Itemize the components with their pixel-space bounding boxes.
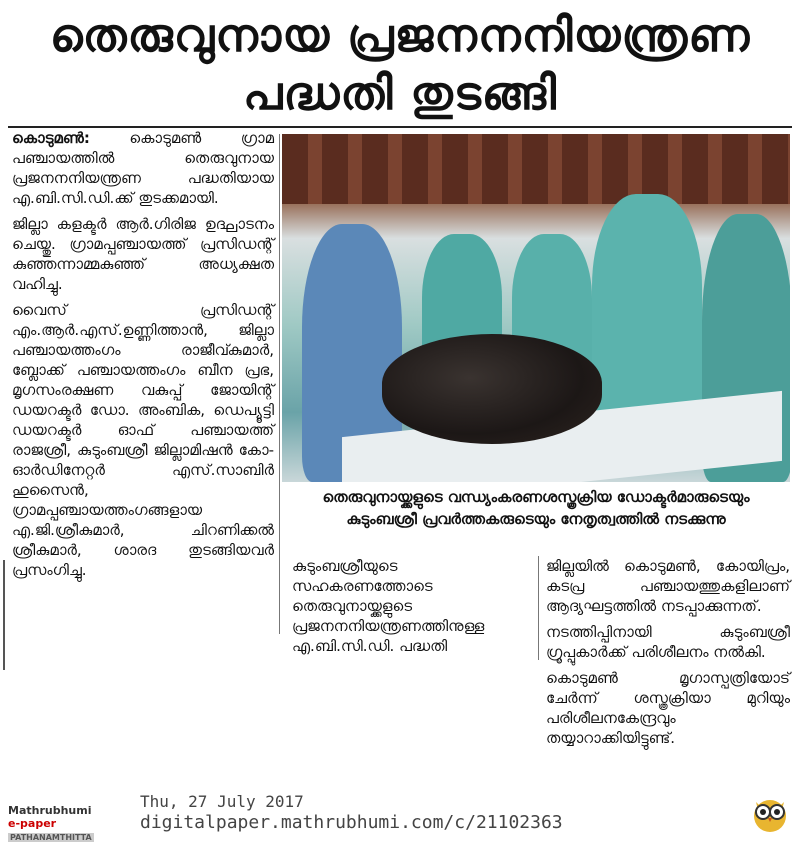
headline-line-1: തെരുവുനായ പ്രജനനനിയന്ത്രണ [49,8,751,62]
headline [0,6,800,122]
source-url[interactable]: digitalpaper.mathrubhumi.com/c/21102363 [140,812,563,833]
article-column-4 [546,556,790,754]
owl-icon [748,790,792,834]
article-paragraph-1 [12,128,274,208]
footer [0,786,800,840]
margin-mark [3,560,5,670]
article-paragraph-2: ജില്ലാ കളക്ടർ ആർ.ഗിരിജ ഉദ്ഘാടനം ചെയ്തു. ഗ്രാമപ്പഞ്ചായത്ത് പ്രസിഡന്റ് കുഞ്ഞന്നാമ്മകുഞ്ഞ് അധ്യക്ഷത വഹിച്ചു. [12,215,274,293]
brand-epaper: e-paper [8,817,57,830]
epaper-logo[interactable] [8,804,128,844]
news-photo [282,134,790,482]
photo-caption [282,484,790,538]
dog [382,334,602,444]
headline-line-2: പദ്ധതി തുടങ്ങി [243,66,557,120]
dateline: കൊടുമൺ: [12,129,90,147]
photo-roof [282,134,790,204]
paragraph-text: കൊടുമൺ ഗ്രാമ പഞ്ചായത്തിൽ തെരുവുനായ പ്രജനനനിയന്ത്രണ പദ്ധതിയായ എ.ബി.സി.ഡി.ക്ക് തുടക്കമായി. [12,129,274,207]
column-divider [538,556,539,660]
brand-edition: PATHANAMTHITTA [10,833,92,842]
article-paragraph: നടത്തിപ്പിനായി കുടുംബശ്രീ ഗ്രൂപ്പുകാർക്ക് പരിശീലനം നൽകി. [546,623,790,661]
caption-line-2: കുടുംബശ്രീ പ്രവർത്തകരുടെയും നേതൃത്വത്തിൽ നടക്കുന്നു [346,510,726,528]
article-column-3 [292,556,532,662]
brand-name: Mathrubhumi [8,804,92,817]
article-paragraph: കുടുംബശ്രീയുടെ സഹകരണത്തോടെ തെരുവുനായ്ക്കളുടെ പ്രജനനനിയന്ത്രണത്തിനുള്ള എ.ബി.സി.ഡി. പദ്ധതി [292,557,485,655]
article-paragraph: ജില്ലയിൽ കൊടുമൺ, കോയിപ്രം, കടപ്ര പഞ്ചായത്തുകളിലാണ് ആദ്യഘട്ടത്തിൽ നടപ്പാക്കുന്നത്. [546,557,790,615]
article-column-1 [12,128,274,638]
article-paragraph: കൊടുമൺ മൃഗാസ്പത്രിയോട് ചേർന്ന് ശസ്ത്രക്രിയാ മുറിയും പരിശീലനകേന്ദ്രവും തയ്യാറാക്കിയിട്ടുണ്ട്. [546,669,790,747]
publication-date: Thu, 27 July 2017 [140,792,304,811]
article-paragraph-3: വൈസ് പ്രസിഡന്റ് എം.ആർ.എസ്.ഉണ്ണിത്താൻ, ജില്ലാ പഞ്ചായത്തംഗം രാജീവ്കുമാർ, ബ്ലോക്ക് പഞ്ചായത്തംഗം ബീന പ്രഭ, മൃഗസംരക്ഷണ വകുപ്പ് ജോയിന്റ് ഡയറക്ടർ ഡോ. അംബിക, ഡെപ്യൂട്ടി ഡയറക്ടർ ഓഫ് പഞ്ചായത്ത് രാജശ്രീ, കുടുംബശ്രീ ജില്ലാമിഷൻ കോ-ഓർഡിനേറ്റർ എസ്.സാബിർ ഹുസൈൻ, ഗ്രാമപ്പഞ്ചായത്തംഗങ്ങളായ എ.ജി.ശ്രീകുമാർ, ചിറണിക്കൽ ശ്രീകുമാർ, ശാരദ തുടങ്ങിയവർ പ്രസംഗിച്ചു. [12,301,274,579]
column-divider [279,134,280,634]
photo-person [592,194,702,424]
caption-line-1: തെരുവുനായ്ക്കളുടെ വന്ധ്യംകരണശസ്ത്രക്രിയ ഡോക്ടർമാരുടെയും [322,488,750,506]
